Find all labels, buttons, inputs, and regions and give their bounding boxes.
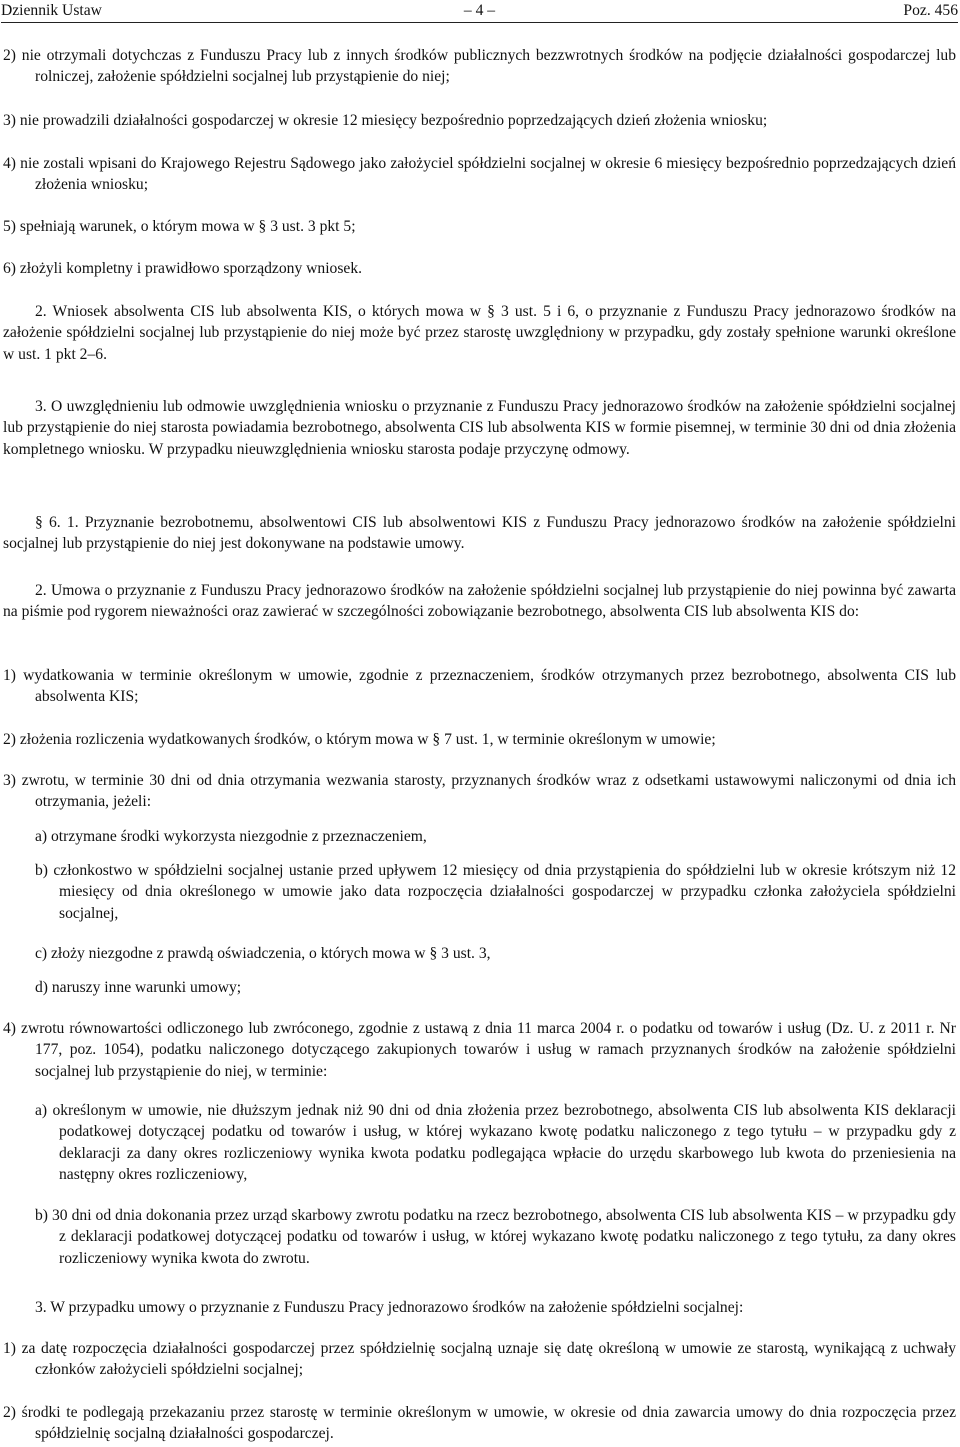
paragraph-ust-2: 2. Wniosek absolwenta CIS lub absolwenta KIS, o których mowa w § 3 ust. 5 i 6, o przyznanie z Funduszu Pracy jednorazowo środków na założenie spółdzielni socjalnej lub przystąpienie do niej może być przez starostę uwzględniony w przypadku, gdy zostały spełnione warunki określone w ust. 1 pkt 2–6.	[3, 303, 956, 363]
journal-title: Dziennik Ustaw	[1, 2, 102, 19]
paragraph-section-6-ust-3: 3. W przypadku umowy o przyznanie z Funduszu Pracy jednorazowo środków na założenie spółdzielni socjalnej:	[35, 1299, 744, 1316]
page-number: – 4 –	[463, 2, 496, 19]
obligation-point-4a: a) określonym w umowie, nie dłuższym jednak niż 90 dni od dnia złożenia przez bezrobotnego, absolwenta CIS lub absolwenta KIS deklaracji podatkowej dotyczącej podatku od towarów i usług, w której wykazano kwotę podatku naliczonego z tego tytułu – w przypadku gdy z deklaracji za dany okres rozliczeniowy wynika kwota podatku podlegająca wpłacie do urzędu skarbowego lub kwota do przeniesienia na następny okres rozliczeniowy,	[35, 1102, 956, 1183]
paragraph-point-2: 2) nie otrzymali dotychczas z Funduszu Pracy lub z innych środków publicznych bezzwrotnych środków na podjęcie działalności gospodarczej lub rolniczej, założenie spółdzielni socjalnej lub przystąpienie do niej;	[3, 47, 956, 86]
paragraph-point-4: 4) nie zostali wpisani do Krajowego Rejestru Sądowego jako założyciel spółdzielni socjalnej w okresie 6 miesięcy bezpośrednio poprzedzających dzień złożenia wniosku;	[3, 155, 956, 194]
contract-point-1: 1) za datę rozpoczęcia działalności gospodarczej przez spółdzielnię socjalną uznaje się datę określoną w umowie ze starostą, wynikającą z uchwały członków założycieli spółdzielni socjalnej;	[3, 1340, 956, 1379]
obligation-point-3d: d) naruszy inne warunki umowy;	[35, 979, 242, 996]
obligation-point-4b: b) 30 dni od dnia dokonania przez urząd skarbowy zwrotu podatku na rzecz bezrobotnego, absolwenta CIS lub absolwenta KIS – w przypadku gdy z deklaracji podatkowej dotyczącej podatku od towarów i usług, w której wykazano kwotę podatku naliczonego z tego tytułu, za dany okres rozliczeniowy wynika kwota do zwrotu.	[35, 1207, 956, 1267]
paragraph-point-3: 3) nie prowadzili działalności gospodarczej w okresie 12 miesięcy bezpośrednio poprzedzających dzień złożenia wniosku;	[3, 112, 768, 129]
obligation-point-3a: a) otrzymane środki wykorzysta niezgodnie z przeznaczeniem,	[35, 828, 427, 845]
obligation-point-4: 4) zwrotu równowartości odliczonego lub zwróconego, zgodnie z ustawą z dnia 11 marca 2004 r. o podatku od towarów i usług (Dz. U. z 2011 r. Nr 177, poz. 1054), podatku naliczonego dotyczącego zakupionych towarów i usług w ramach przyznanych środków na założenie spółdzielni socjalnej lub przystąpienie do niej, w terminie:	[3, 1020, 956, 1080]
paragraph-ust-3: 3. O uwzględnieniu lub odmowie uwzględnienia wniosku o przyznanie z Funduszu Pracy jednorazowo środków na założenie spółdzielni socjalnej lub przystąpienie do niej starosta powiadamia bezrobotnego, absolwenta CIS lub absolwenta KIS w formie pisemnej, w terminie 30 dni od dnia złożenia kompletnego wniosku. W przypadku nieuwzględnienia wniosku starosta podaje przyczynę odmowy.	[3, 398, 956, 458]
page-header	[1, 0, 958, 23]
paragraph-section-6: § 6. 1. Przyznanie bezrobotnemu, absolwentowi CIS lub absolwentowi KIS z Funduszu Pracy jednorazowo środków na założenie spółdzielni socjalnej lub przystąpienie do niej jest dokonywane na podstawie umowy.	[3, 514, 956, 553]
obligation-point-2: 2) złożenia rozliczenia wydatkowanych środków, o którym mowa w § 7 ust. 1, w terminie określonym w umowie;	[3, 731, 716, 748]
obligation-point-3: 3) zwrotu, w terminie 30 dni od dnia otrzymania wezwania starosty, przyznanych środków wraz z odsetkami ustawowymi naliczonymi od dnia ich otrzymania, jeżeli:	[3, 772, 956, 811]
obligation-point-1: 1) wydatkowania w terminie określonym w umowie, zgodnie z przeznaczeniem, środków otrzymanych przez bezrobotnego, absolwenta CIS lub absolwenta KIS;	[3, 667, 956, 706]
position-number: Poz. 456	[903, 2, 958, 19]
obligation-point-3c: c) złoży niezgodne z prawdą oświadczenia, o których mowa w § 3 ust. 3,	[35, 945, 491, 962]
paragraph-point-5: 5) spełniają warunek, o którym mowa w § 3 ust. 3 pkt 5;	[3, 218, 356, 235]
contract-point-2: 2) środki te podlegają przekazaniu przez starostę w terminie określonym w umowie, w okresie od dnia zawarcia umowy do dnia rozpoczęcia przez spółdzielnię socjalną działalności gospodarczej.	[3, 1404, 956, 1443]
paragraph-section-6-ust-2: 2. Umowa o przyznanie z Funduszu Pracy jednorazowo środków na założenie spółdzielni socjalnej lub przystąpienie do niej powinna być zawarta na piśmie pod rygorem nieważności oraz zawierać w szczególności zobowiązanie bezrobotnego, absolwenta CIS lub absolwenta KIS do:	[3, 582, 956, 621]
obligation-point-3b: b) członkostwo w spółdzielni socjalnej ustanie przed upływem 12 miesięcy od dnia przystąpienia do spółdzielni lub w okresie krótszym niż 12 miesięcy od dnia określonego w umowie jako data rozpoczęcia działalności gospodarczej w przypadku członka założyciela spółdzielni socjalnej,	[35, 862, 956, 922]
paragraph-point-6: 6) złożyli kompletny i prawidłowo sporządzony wniosek.	[3, 260, 363, 277]
